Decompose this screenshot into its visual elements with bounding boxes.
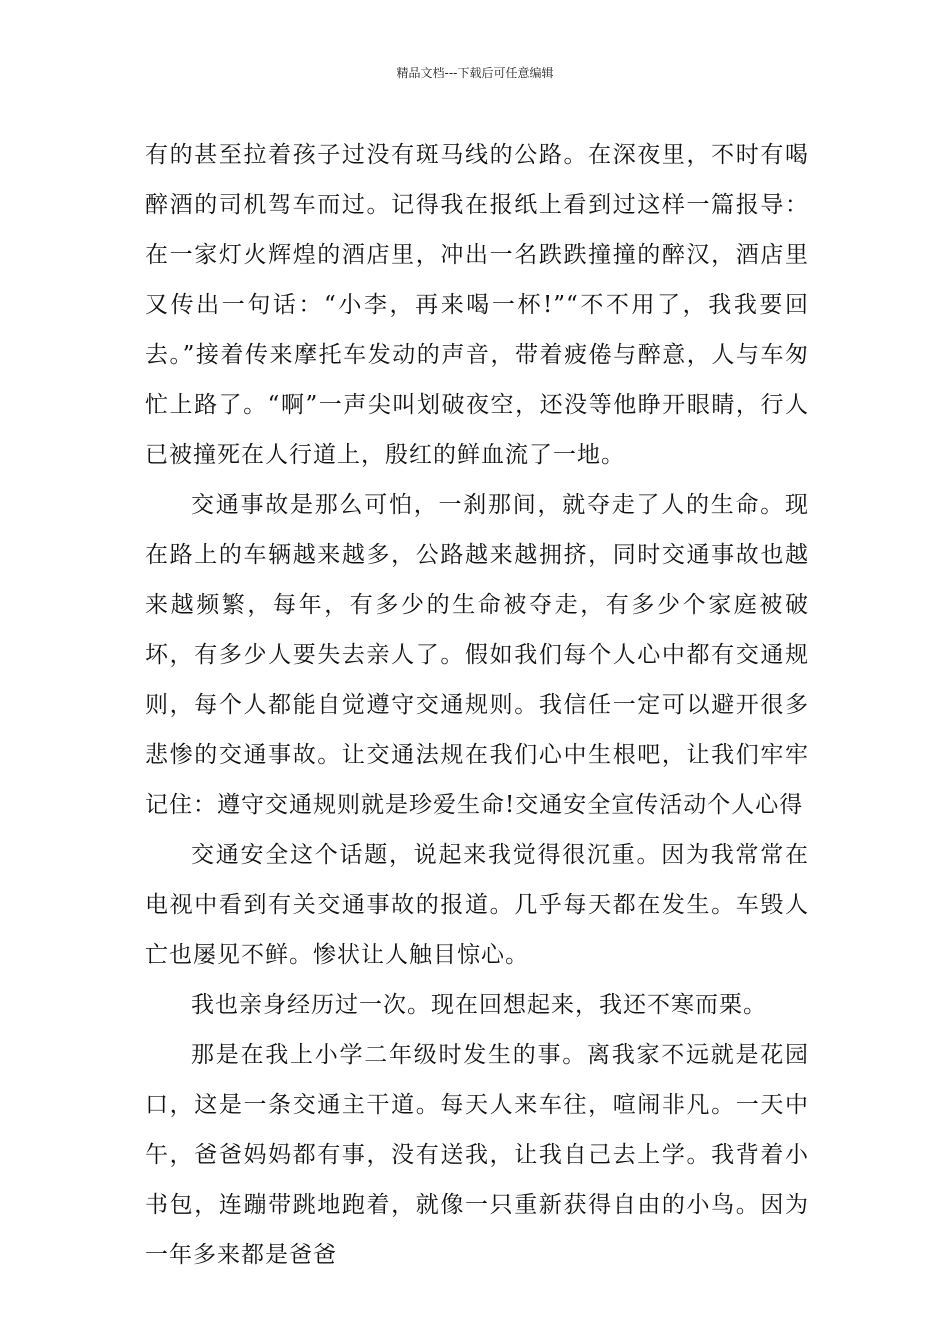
paragraph-4: 我也亲身经历过一次。现在回想起来，我还不寒而栗。 [191,992,767,1018]
page-header: 精品文档---下载后可任意编辑 [396,66,554,80]
paragraph-5: 那是在我上小学二年级时发生的事。离我家不远就是花园口，这是一条交通主干道。每天人来车往，喧闹非凡。一天中午，爸爸妈妈都有事，没有送我，让我自己去上学。我背着小书包，连蹦带跳地跑着，就像一只重新获得自由的小鸟。因为一年多来都是爸爸 [145,1042,809,1268]
paragraph-1: 有的甚至拉着孩子过没有斑马线的公路。在深夜里，不时有喝醉酒的司机驾车而过。记得我在报纸上看到过这样一篇报导：在一家灯火辉煌的酒店里，冲出一名跌跌撞撞的醉汉，酒店里又传出一句话：“小李，再来喝一杯!”“不不用了，我我要回去。”接着传来摩托车发动的声音，带着疲倦与醉意，人与车匆忙上路了。“啊”一声尖叫划破夜空，还没等他睁开眼睛，行人已被撞死在人行道上，殷红的鲜血流了一地。 [145,142,809,468]
paragraph-3: 交通安全这个话题，说起来我觉得很沉重。因为我常常在电视中看到有关交通事故的报道。几乎每天都在发生。车毁人亡也屡见不鲜。惨状让人触目惊心。 [145,842,809,968]
document-body [145,130,809,1280]
paragraph-2: 交通事故是那么可怕，一刹那间，就夺走了人的生命。现在路上的车辆越来越多，公路越来越拥挤，同时交通事故也越来越频繁，每年，有多少的生命被夺走，有多少个家庭被破坏，有多少人要失去亲人了。假如我们每个人心中都有交通规则，每个人都能自觉遵守交通规则。我信任一定可以避开很多悲惨的交通事故。让交通法规在我们心中生根吧，让我们牢牢记住：遵守交通规则就是珍爱生命!交通安全宣传活动个人心得 [145,492,809,818]
